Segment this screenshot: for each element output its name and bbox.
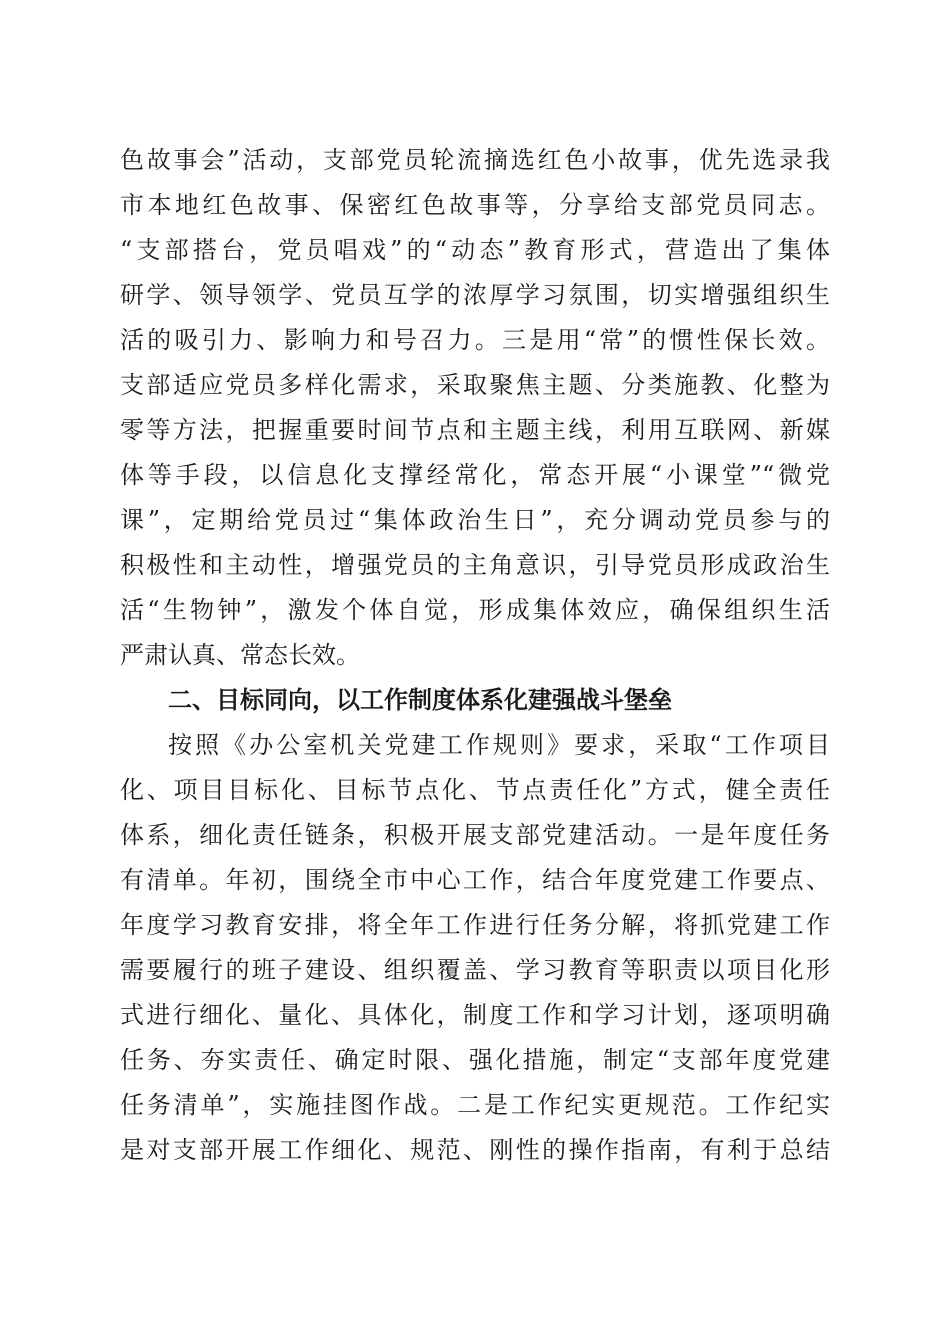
paragraph-line: 支部适应党员多样化需求，采取聚焦主题、分类施教、化整为: [120, 371, 830, 399]
paragraph-line: 研学、领导领学、党员互学的浓厚学习氛围，切实增强组织生: [120, 281, 830, 309]
paragraph-line: 严肃认真、常态长效。: [120, 641, 360, 669]
paragraph-line: 年度学习教育安排，将全年工作进行任务分解，将抓党建工作: [120, 911, 830, 939]
paragraph-line: 是对支部开展工作细化、规范、刚性的操作指南，有利于总结: [120, 1136, 830, 1164]
paragraph-line: 色故事会”活动，支部党员轮流摘选红色小故事，优先选录我: [120, 146, 830, 174]
paragraph-line: 体系，细化责任链条，积极开展支部党建活动。一是年度任务: [120, 821, 830, 849]
paragraph-line: “支部搭台，党员唱戏”的“动态”教育形式，营造出了集体: [120, 236, 830, 264]
paragraph-line: 活“生物钟”，激发个体自觉，形成集体效应，确保组织生活: [120, 596, 830, 624]
paragraph-line: 市本地红色故事、保密红色故事等，分享给支部党员同志。: [120, 191, 830, 219]
paragraph-line: 化、项目目标化、目标节点化、节点责任化”方式，健全责任: [120, 776, 830, 804]
section-heading: 二、目标同向，以工作制度体系化建强战斗堡垒: [168, 686, 672, 714]
paragraph-line: 式进行细化、量化、具体化，制度工作和学习计划，逐项明确: [120, 1001, 830, 1029]
paragraph-line: 体等手段，以信息化支撑经常化，常态开展“小课堂”“微党: [120, 461, 830, 489]
paragraph-line: 按照《办公室机关党建工作规则》要求，采取“工作项目: [168, 731, 830, 759]
paragraph-line: 需要履行的班子建设、组织覆盖、学习教育等职责以项目化形: [120, 956, 830, 984]
paragraph-line: 零等方法，把握重要时间节点和主题主线，利用互联网、新媒: [120, 416, 830, 444]
paragraph-line: 积极性和主动性，增强党员的主角意识，引导党员形成政治生: [120, 551, 830, 579]
paragraph-line: 任务清单”，实施挂图作战。二是工作纪实更规范。工作纪实: [120, 1091, 830, 1119]
paragraph-line: 有清单。年初，围绕全市中心工作，结合年度党建工作要点、: [120, 866, 830, 894]
paragraph-line: 课”，定期给党员过“集体政治生日”，充分调动党员参与的: [120, 506, 830, 534]
document-body: [120, 138, 830, 1173]
paragraph-line: 活的吸引力、影响力和号召力。三是用“常”的惯性保长效。: [120, 326, 830, 354]
paragraph-line: 任务、夯实责任、确定时限、强化措施，制定“支部年度党建: [120, 1046, 830, 1074]
